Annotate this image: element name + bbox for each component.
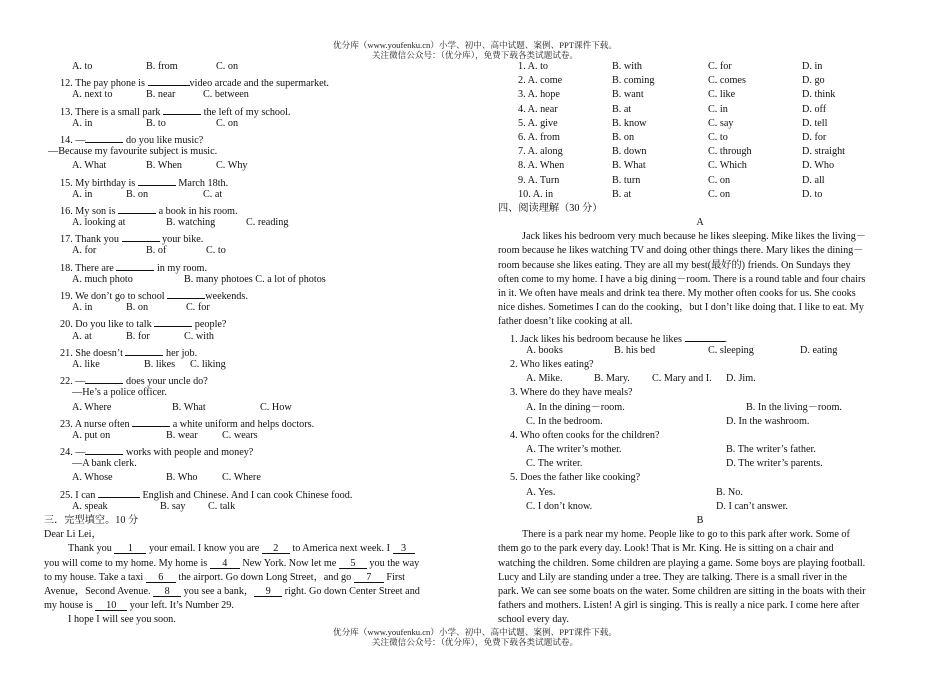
passage-line: in it. We often have meals and drink tea there. My mother often cooks for us. She cooks — [498, 288, 856, 299]
letter-closing: I hope I will see you soon. — [68, 614, 176, 626]
answer-blank — [685, 330, 725, 342]
q25-options — [48, 500, 466, 514]
blank-1: 1 — [114, 542, 146, 554]
cloze-option-row — [498, 103, 902, 117]
letter-salutation: Dear Li Lei， — [44, 529, 102, 541]
option: B. to — [146, 117, 166, 129]
letter-line-2: you will come to my home. My home is 4 New York. Now let me 5 you the way — [44, 557, 420, 569]
option: B. The writer’s father. — [726, 444, 816, 456]
option: A. in — [72, 188, 93, 200]
q23-options — [48, 429, 466, 443]
option: C. say — [708, 117, 734, 129]
reading-q4-options-row-2 — [498, 457, 902, 471]
option: C. on — [216, 117, 239, 129]
q17-options — [48, 244, 466, 258]
passage-line: watching the children. Some children are playing a game. Some boys are playing football. — [498, 557, 866, 569]
reading-q5-options-row-1 — [498, 486, 902, 500]
answer-blank — [138, 174, 176, 186]
option: D. all — [802, 174, 825, 186]
option: A. to — [72, 61, 93, 72]
option: 10. A. in — [518, 188, 554, 200]
reading-q3-options-row-2 — [498, 415, 902, 429]
option: B. likes — [144, 358, 176, 370]
q16-options — [48, 216, 466, 230]
option: B. coming — [612, 75, 655, 87]
q19-options — [48, 301, 466, 315]
option: D. think — [802, 89, 836, 101]
option: 1. A. to — [518, 61, 548, 72]
option: C. on — [708, 174, 731, 186]
option: C. on — [708, 188, 731, 200]
cloze-option-row — [498, 174, 902, 188]
reading-q3: 3. Where do they have meals? — [510, 387, 633, 399]
option: B. with — [612, 61, 643, 72]
option: C. The writer. — [526, 458, 583, 470]
option: B. of — [146, 245, 167, 257]
reading-q4: 4. Who often cooks for the children? — [510, 429, 660, 441]
option: 3. A. hope — [518, 89, 560, 101]
option: B. In the living－room. — [746, 401, 842, 413]
option: C. In the bedroom. — [526, 415, 603, 427]
option: D. eating — [800, 344, 838, 356]
blank-4: 4 — [210, 557, 240, 569]
option: B. say — [160, 500, 186, 512]
left-column — [44, 60, 466, 628]
option: B. want — [612, 89, 644, 101]
section-3-title: 三．完型填空。10 分 — [44, 515, 139, 526]
option: C. comes — [708, 75, 746, 87]
option: D. tell — [802, 117, 828, 129]
option: D. go — [802, 75, 825, 87]
cloze-option-row — [498, 60, 902, 74]
option: C. reading — [246, 217, 289, 229]
passage-line: father doesn’t like cooking at all. — [498, 316, 633, 328]
option: B. turn — [612, 174, 641, 186]
q18: 18. There are in my room. — [48, 259, 466, 273]
option: C. Where — [222, 472, 261, 484]
passage-line: Lucy and Lily are standing under a tree. They are talking. There is a small river in the — [498, 571, 847, 583]
option: B. wear — [166, 429, 198, 441]
option: D. for — [802, 131, 827, 143]
option: C. Why — [216, 160, 248, 172]
option: 7. A. along — [518, 146, 563, 158]
q12: 12. The pay phone is video arcade and the supermarket. — [48, 74, 466, 88]
q20: 20. Do you like to talk people? — [48, 315, 466, 329]
q21-options — [48, 358, 466, 372]
option: D. in — [802, 61, 823, 72]
option: 2. A. come — [518, 75, 563, 87]
q18-options — [48, 273, 466, 287]
reading-q4-options-row-1 — [498, 443, 902, 457]
option: A. speak — [72, 500, 108, 512]
option: B. on — [126, 188, 149, 200]
option: D. Who — [802, 160, 835, 172]
blank-8: 8 — [153, 585, 181, 597]
option: B. on — [126, 302, 149, 314]
blank-7: 7 — [354, 571, 384, 583]
answer-blank — [132, 415, 170, 427]
option: C. for — [186, 302, 210, 314]
option: A. The writer’s mother. — [526, 444, 622, 456]
passage-a — [498, 230, 902, 329]
q25: 25. I can English and Chinese. And I can cook Chinese food. — [48, 486, 466, 500]
option: C. at — [203, 188, 223, 200]
q14: 14. — do you like music? — [48, 131, 466, 145]
option: 6. A. from — [518, 131, 560, 143]
q12-options — [48, 88, 466, 102]
answer-blank — [167, 287, 205, 299]
option: C. sleeping — [708, 344, 754, 356]
letter-line-1: Thank you 1 your email. I know you are 2 to America next week. I 3 — [44, 542, 466, 556]
option: C. through — [708, 146, 752, 158]
answer-blank — [116, 259, 154, 271]
blank-2: 2 — [262, 542, 290, 554]
q24: 24. — works with people and money? — [48, 443, 466, 457]
option: D. Jim. — [726, 373, 756, 385]
option: A. put on — [72, 429, 111, 441]
option: A. What — [72, 160, 107, 172]
option: B. many photoes C. a lot of photos — [184, 273, 326, 285]
option: A. books — [526, 344, 563, 356]
blank-10: 10 — [95, 599, 127, 611]
q22-line-2: —He’s a police officer. — [72, 387, 167, 399]
passage-line: room because he likes watching TV and doing other things there. Mary likes the dining－ — [498, 245, 864, 257]
answer-blank — [122, 230, 160, 242]
q22-options — [48, 401, 466, 415]
option: C. on — [216, 61, 239, 72]
option: A. for — [72, 245, 97, 257]
q19: 19. We don’t go to school weekends. — [48, 287, 466, 301]
option: D. to — [802, 188, 823, 200]
option: C. How — [260, 401, 292, 413]
option: B. Mary. — [594, 373, 630, 385]
option: A. next to — [72, 89, 113, 101]
cloze-option-row — [498, 117, 902, 131]
cloze-option-row — [498, 159, 902, 173]
option: C. to — [206, 245, 226, 257]
answer-blank — [154, 315, 192, 327]
q15-options — [48, 188, 466, 202]
q15: 15. My birthday is March 18th. — [48, 174, 466, 188]
option: A. Yes. — [526, 486, 556, 498]
q23: 23. A nurse often a white uniform and helps doctors. — [48, 415, 466, 429]
option: B. near — [146, 89, 176, 101]
cloze-option-row — [498, 188, 902, 202]
option: C. Mary and I. — [652, 373, 712, 385]
letter-line-4: Avenue，Second Avenue. 8 you see a bank， 9 right. Go down Center Street and — [44, 585, 420, 597]
q17: 17. Thank you your bike. — [48, 230, 466, 244]
answer-blank — [163, 103, 201, 115]
reading-q1-options — [498, 344, 902, 358]
answer-blank — [98, 486, 140, 498]
reading-q3-options-row-1 — [498, 401, 902, 415]
q21: 21. She doesn’t her job. — [48, 344, 466, 358]
option: B. for — [126, 330, 150, 342]
option: B. No. — [716, 486, 743, 498]
passage-b-label: B — [696, 515, 704, 526]
cloze-option-row — [498, 145, 902, 159]
option: A. in — [72, 117, 93, 129]
passage-line: them go to the park every day. Look! That is Mr. King. He is sitting on a chair and — [498, 543, 834, 555]
answer-blank — [85, 372, 123, 384]
q24-options — [48, 471, 466, 485]
q13: 13. There is a small park the left of my school. — [48, 103, 466, 117]
answer-blank — [85, 443, 123, 455]
footer-line-2: 关注微信公众号：（优分库），免费下载各类试题试卷。 — [371, 637, 579, 647]
answer-blank — [118, 202, 156, 214]
blank-3: 3 — [393, 542, 415, 554]
option: A. at — [72, 330, 92, 342]
letter-line-5: my house is 10 your left. It’s Number 29. — [44, 600, 234, 612]
cloze-option-row — [498, 131, 902, 145]
option: C. in — [708, 103, 728, 115]
option: B. What — [172, 401, 206, 413]
q24-line-2: —A bank clerk. — [72, 458, 137, 470]
option: A. in — [72, 302, 93, 314]
blank-6: 6 — [146, 571, 176, 583]
option: C. I don’t know. — [526, 500, 593, 512]
reading-q5-options-row-2 — [498, 500, 902, 514]
option: B. watching — [166, 217, 216, 229]
option: B. When — [146, 160, 183, 172]
passage-a-label: A — [696, 217, 704, 229]
cloze-option-row — [498, 74, 902, 88]
option: C. liking — [190, 358, 226, 370]
answer-blank — [148, 74, 190, 86]
reading-q2: 2. Who likes eating? — [510, 358, 594, 370]
cloze-options-list — [498, 60, 902, 202]
blank-5: 5 — [339, 557, 367, 569]
option: A. Where — [72, 401, 112, 413]
reading-q5: 5. Does the father like cooking? — [510, 472, 641, 484]
option: D. In the washroom. — [726, 415, 810, 427]
option: D. The writer’s parents. — [726, 458, 823, 470]
option: 9. A. Turn — [518, 174, 560, 186]
passage-b — [498, 528, 902, 627]
answer-blank — [85, 131, 123, 143]
option: D. off — [802, 103, 827, 115]
q11-options — [48, 60, 466, 74]
option: 4. A. near — [518, 103, 558, 115]
passage-line: often come to my home. I have a big dining－room. There is a round table and four chairs — [498, 273, 866, 285]
option: B. know — [612, 117, 647, 129]
option: C. between — [203, 89, 249, 101]
option: B. at — [612, 103, 632, 115]
page-header — [0, 40, 950, 60]
option: B. from — [146, 61, 178, 72]
option: C. to — [708, 131, 728, 143]
passage-line: fathers and mothers. Listen! A girl is singing. This is really a nice park. I come here after — [498, 600, 860, 612]
header-line-1: 优分库（www.youfenku.cn）小学、初中、高中试题、案例、PPT课件下载。 — [333, 40, 617, 50]
q20-options — [48, 330, 466, 344]
option: B. What — [612, 160, 646, 172]
right-column — [498, 60, 902, 628]
option: A. Mike. — [526, 373, 563, 385]
passage-line: nice dishes. Sometimes I can do the cooking，but I don’t like doing that. I like to eat. My — [498, 302, 864, 314]
passage-line: room because she likes eating. They are all my best(最好的) friends. On Sundays they — [498, 259, 851, 271]
reading-q2-options — [498, 372, 902, 386]
letter-line-3: to my house. Take a taxi 6 the airport. Go down Long Street，and go 7 First — [44, 571, 406, 583]
q13-options — [48, 117, 466, 131]
passage-line: There is a park near my home. People like to go to this park after work. Some of — [522, 529, 850, 541]
option: A. In the dining－room. — [526, 401, 625, 413]
passage-line: park. We can see some boats on the water. Some children are sitting in the boats with their — [498, 585, 866, 597]
reading-q1: 1. Jack likes his bedroom because he likes . — [498, 330, 902, 344]
q16: 16. My son is a book in his room. — [48, 202, 466, 216]
q14-options — [48, 159, 466, 173]
option: C. for — [708, 61, 732, 72]
option: D. straight — [802, 146, 846, 158]
answer-blank — [125, 344, 163, 356]
option: B. his bed — [614, 344, 656, 356]
footer-line-1: 优分库（www.youfenku.cn）小学、初中、高中试题、案例、PPT课件下载。 — [333, 627, 617, 637]
option: C. Which — [708, 160, 747, 172]
section-4-title: 四、阅读理解（30 分） — [498, 202, 603, 214]
option: A. looking at — [72, 217, 126, 229]
option: A. Whose — [72, 472, 113, 484]
option: B. Who — [166, 472, 198, 484]
option: B. on — [612, 131, 635, 143]
option: B. at — [612, 188, 632, 200]
passage-line: school every day. — [498, 614, 569, 626]
blank-9: 9 — [254, 585, 282, 597]
option: C. wears — [222, 429, 258, 441]
option: C. like — [708, 89, 736, 101]
page-footer — [0, 627, 950, 647]
q22: 22. — does your uncle do? — [48, 372, 466, 386]
option: A. much photo — [72, 273, 133, 285]
option: 8. A. When — [518, 160, 565, 172]
q14-line-2: —Because my favourite subject is music. — [48, 146, 218, 158]
option: C. talk — [208, 500, 236, 512]
cloze-option-row — [498, 88, 902, 102]
option: A. like — [72, 358, 100, 370]
option: D. I can’t answer. — [716, 500, 788, 512]
option: 5. A. give — [518, 117, 558, 129]
option: C. with — [184, 330, 215, 342]
header-line-2: 关注微信公众号：（优分库），免费下载各类试题试卷。 — [371, 50, 579, 60]
option: B. down — [612, 146, 647, 158]
passage-line: Jack likes his bedroom very much because he likes sleeping. Mike likes the living－ — [522, 231, 867, 243]
